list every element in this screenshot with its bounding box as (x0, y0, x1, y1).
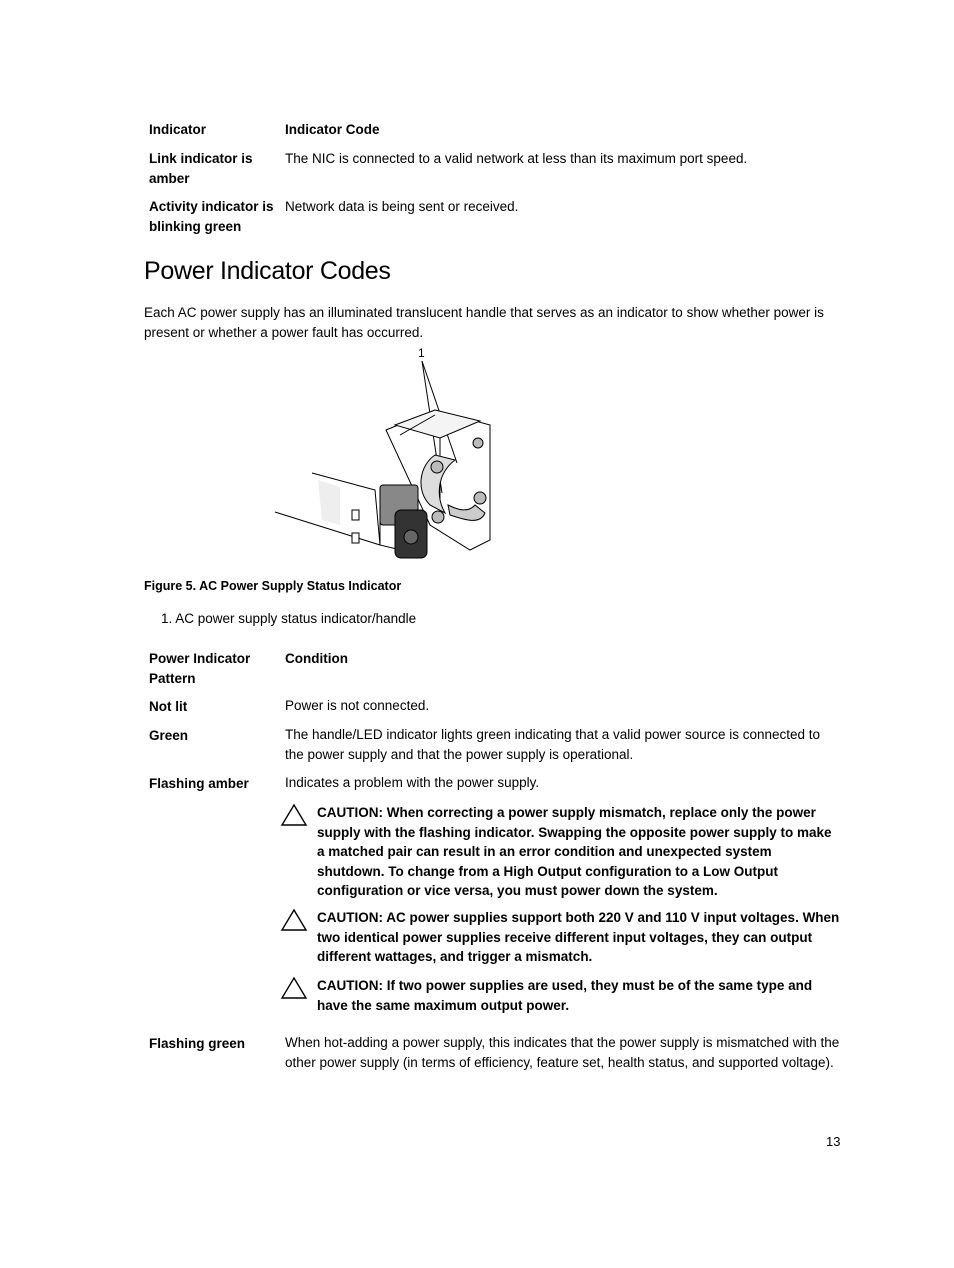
figure-caption: Figure 5. AC Power Supply Status Indicator (144, 579, 402, 593)
caution-notice (280, 976, 840, 1016)
nic-row-code: The NIC is connected to a valid network at less than its maximum port speed. (285, 151, 748, 166)
power-row-condition: Power is not connected. (285, 698, 430, 713)
power-row-pattern: Not lit (149, 699, 188, 714)
caution-triangle-icon (280, 976, 308, 1000)
nic-table-header-indicator: Indicator (149, 122, 207, 137)
caution-text: CAUTION: AC power supplies support both 220 V and 110 V input voltages. When two identical power supplies receive different input voltages, they can output different wattages, and trigger a mismatch. (317, 910, 840, 964)
power-supply-illustration (270, 355, 510, 570)
figure-legend-item: 1. AC power supply status indicator/handle (161, 611, 417, 626)
nic-table-header-code: Indicator Code (285, 122, 380, 137)
power-row-pattern: Green (149, 728, 189, 743)
power-table-header-pattern: Power Indicator Pattern (149, 651, 251, 686)
section-intro: Each AC power supply has an illuminated translucent handle that serves as an indicator to show whether power is present or whether a power fault has occurred. (144, 305, 824, 340)
page-number: 13 (826, 1134, 841, 1149)
nic-row-indicator: Activity indicator is blinking green (149, 199, 274, 234)
caution-text: CAUTION: If two power supplies are used, they must be of the same type and have the same maximum output power. (317, 978, 813, 1013)
power-table-header-condition: Condition (285, 651, 348, 666)
figure-callout-number: 1 (418, 346, 425, 360)
section-title: Power Indicator Codes (144, 257, 391, 285)
caution-text: CAUTION: When correcting a power supply mismatch, replace only the power supply with the flashing indicator. Swapping the opposite power supply to make a matched pair can result in an error condition and unexpected system shutdown. To change from a High Output configuration to a Low Output configuration or vice versa, you must power down the system. (317, 805, 832, 898)
power-row-condition: Indicates a problem with the power supply. (285, 775, 540, 790)
power-row-pattern: Flashing green (149, 1036, 246, 1051)
caution-triangle-icon (280, 908, 308, 932)
nic-row-indicator: Link indicator is amber (149, 151, 253, 186)
nic-row-code: Network data is being sent or received. (285, 199, 519, 214)
caution-triangle-icon (280, 803, 308, 827)
power-row-condition: The handle/LED indicator lights green indicating that a valid power source is connected to the power supply and that the power supply is operational. (285, 727, 821, 762)
caution-notice (280, 908, 840, 968)
power-row-condition: When hot-adding a power supply, this indicates that the power supply is mismatched with the other power supply (in terms of efficiency, feature set, health status, and supported voltage). (285, 1035, 840, 1070)
power-row-pattern: Flashing amber (149, 776, 249, 791)
caution-notice (280, 803, 840, 901)
